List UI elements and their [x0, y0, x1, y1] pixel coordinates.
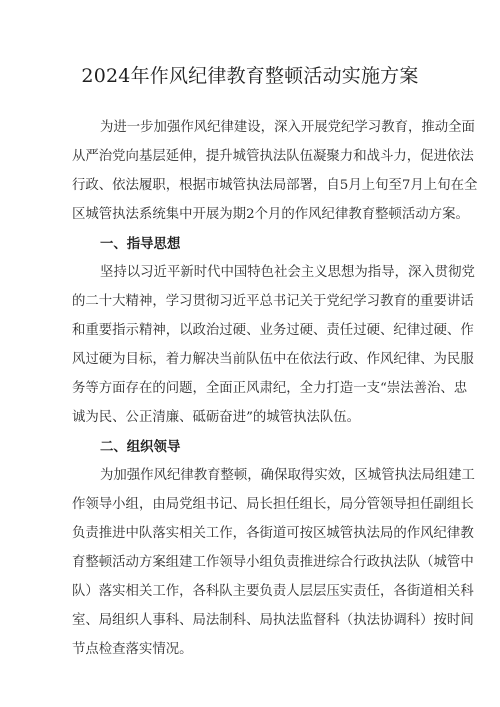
- intro-line: 行政、依法履职，根据市城管执法局部署，自5月上旬至7月上旬在全: [72, 178, 478, 193]
- intro-line: 从严治党向基层延伸，提升城管执法队伍凝聚力和战斗力，促进依法: [72, 149, 474, 164]
- section-heading-guiding-ideology: 一、指导思想: [100, 236, 181, 252]
- section2-line: 室、局组织人事科、局法制科、局执法监督科（执法协调科）按时间: [72, 613, 474, 628]
- section2-line: 作领导小组，由局党组书记、局长担任组长，局分管领导担任副组长: [72, 497, 474, 512]
- document-title: 2024年作风纪律教育整顿活动实施方案: [81, 65, 419, 87]
- section2-line: 节点检查落实情况。: [72, 642, 193, 657]
- section1-line: 风过硬为目标，着力解决当前队伍中在依法行政、作风纪律、为民服: [72, 352, 474, 367]
- section1-line: 坚持以习近平新时代中国特色社会主义思想为指导，深入贯彻党: [100, 265, 475, 280]
- section2-line: 队）落实相关工作，各科队主要负责人层层压实责任，各街道相关科: [72, 584, 474, 599]
- section1-line: 和重要指示精神，以政治过硬、业务过硬、责任过硬、纪律过硬、作: [72, 323, 474, 338]
- section1-line: 务等方面存在的问题，全面正风肃纪，全力打造一支“崇法善治、忠: [72, 381, 468, 396]
- section2-line: 负责推进中队落实相关工作，各街道可按区城管执法局的作风纪律教: [72, 526, 474, 541]
- intro-line: 为进一步加强作风纪律建设，深入开展党纪学习教育，推动全面: [100, 120, 475, 135]
- section-heading-organization: 二、组织领导: [100, 439, 181, 455]
- section2-line: 育整顿活动方案组建工作领导小组负责推进综合行政执法队（城管中: [72, 555, 474, 570]
- intro-line: 区城管执法系统集中开展为期2个月的作风纪律教育整顿活动方案。: [72, 207, 469, 222]
- section2-line: 为加强作风纪律教育整顿，确保取得实效，区城管执法局组建工: [100, 468, 475, 483]
- section1-line: 诚为民、公正清廉、砥砺奋进”的城管执法队伍。: [72, 410, 361, 425]
- section1-line: 的二十大精神，学习贯彻习近平总书记关于党纪学习教育的重要讲话: [72, 294, 474, 309]
